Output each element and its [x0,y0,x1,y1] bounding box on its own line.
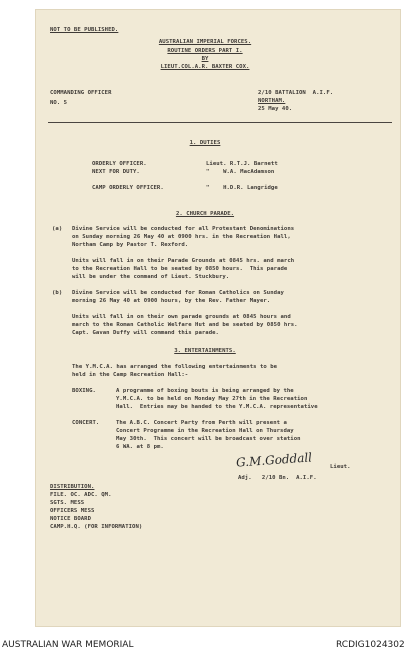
para-a-line-1: Divine Service will be conducted for all Protestant Denominations [72,226,295,232]
boxing-line-3: Hall. Entries may be handed to the Y.M.C.A. representative [116,404,318,410]
boxing-line-1: A programme of boxing bouts is being arranged by the [116,388,294,394]
order-number: NO. 5 [50,100,68,106]
handwritten-signature: G.M.Goddall [235,450,313,470]
section-entertainments-heading: 3. ENTERTAINMENTS. [174,348,236,354]
para-a2-line-1: Units will fall in on their Parade Grounds at 0845 hrs. and march [72,258,295,264]
para-a-marker: (a) [52,226,63,232]
location-label: NORTHAM. [258,98,286,104]
archive-reference: RCDIG1024302 [336,640,405,650]
para-a2-line-3: will be under the command of Lieut. Stuckbury. [72,274,230,280]
duty-value-orderly: Lieut. R.T.J. Barnett [206,161,278,167]
boxing-line-2: Y.M.C.A. to be held on Monday May 27th in the Recreation [116,396,308,402]
officer-name: LIEUT.COL.A.R. BAXTER COX. [160,64,250,70]
para-b2-line-3: Capt. Gavan Duffy will command this parade. [72,330,219,336]
para-a-line-2: on Sunday morning 26 May 40 at 0900 hrs. in the Recreation Hall, [72,234,291,240]
signature-rank: Lieut. [330,464,351,470]
duty-label-camp: CAMP ORDERLY OFFICER. [92,185,164,191]
concert-line-1: The A.B.C. Concert Party from Perth will present a [116,420,287,426]
distribution-item: SGTS. MESS [50,500,85,506]
section-duties-heading: 1. DUTIES [189,140,221,146]
para-b-line-2: morning 26 May 40 at 0900 hours, by the Rev. Father Mayer. [72,298,271,304]
para-b2-line-2: march to the Roman Catholic Welfare Hut and be seated by 0850 hrs. [72,322,298,328]
para-b2-line-1: Units will fall in on their own parade grounds at 0845 hours and [72,314,291,320]
orders-title: ROUTINE ORDERS PART I. [167,48,243,54]
duty-value-next: " W.A. MacAdamson [206,169,275,175]
para-a-line-3: Northam Camp by Pastor T. Rexford. [72,242,189,248]
distribution-heading: DISTRIBUTION. [50,484,95,490]
concert-line-4: 6 WA. at 8 pm. [116,444,164,450]
distribution-item: NOTICE BOARD [50,516,92,522]
para-a2-line-2: to the Recreation Hall to be seated by 0850 hours. This parade [72,266,288,272]
commanding-officer-label: COMMANDING OFFICER [50,90,112,96]
section-church-heading: 2. CHURCH PARADE. [175,211,235,217]
force-title: AUSTRALIAN IMPERIAL FORCES. [158,39,252,45]
battalion-label: 2/10 BATTALION A.I.F. [258,90,334,96]
signature-title: Adj. 2/10 Bn. A.I.F. [238,475,317,481]
concert-line-2: Concert Programme in the Recreation Hall on Thursday [116,428,294,434]
archive-name: AUSTRALIAN WAR MEMORIAL [2,640,134,650]
distribution-item: OFFICERS MESS [50,508,95,514]
para-b-line-1: Divine Service will be conducted for Roman Catholics on Sunday [72,290,284,296]
entertainments-intro-1: The Y.M.C.A. has arranged the following entertainments to be [72,364,278,370]
duty-value-camp: " H.D.R. Langridge [206,185,278,191]
duty-label-next: NEXT FOR DUTY. [92,169,140,175]
concert-label: CONCERT. [72,420,100,426]
distribution-item: CAMP.H.Q. (FOR INFORMATION) [50,524,143,530]
entertainments-intro-2: held in the Camp Recreation Hall:- [72,372,189,378]
distribution-item: FILE. OC. ADC. QM. [50,492,112,498]
concert-line-3: May 30th. This concert will be broadcast over station [116,436,301,442]
para-b-marker: (b) [52,290,63,296]
boxing-label: BOXING. [72,388,96,394]
duty-label-orderly: ORDERLY OFFICER. [92,161,147,167]
order-date: 25 May 40. [258,106,293,112]
not-published-label: NOT TO BE PUBLISHED. [50,27,119,33]
orders-by: BY [201,56,209,62]
header-divider [48,122,392,123]
